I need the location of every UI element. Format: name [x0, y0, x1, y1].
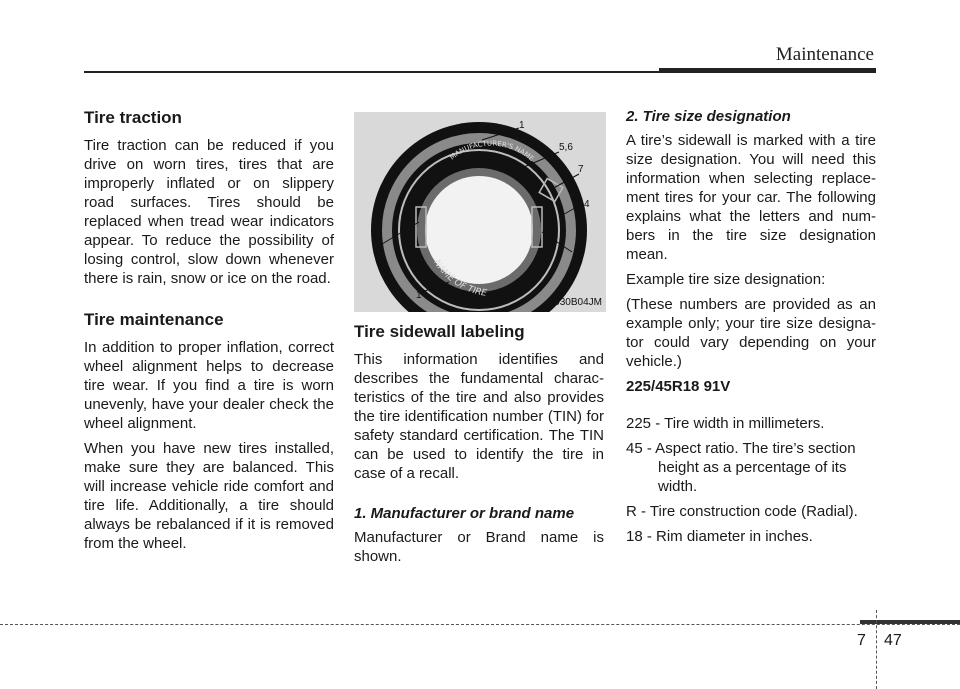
paragraph-manufacturer: Manufacturer or Brand name is shown.	[354, 529, 604, 565]
heading-tire-size: 2. Tire size designation	[626, 108, 791, 125]
definition-width: 225 - Tire width in millimeters.	[626, 415, 825, 432]
definition-rim-diameter: 18 - Rim diameter in inches.	[626, 528, 813, 545]
paragraph-tire-traction: Tire traction can be reduced if you drive on worn tires, tires that are improperly inflated or on slippery road surfaces. Tires should be replaced when tread wear indicators appear. To reduce the possibility of losing control, slow down whenever there is rain, snow or ice on the road.	[84, 137, 334, 287]
footer-divider	[876, 610, 878, 689]
tire-label-bottom: NAME OF TIRE	[431, 258, 488, 299]
heading-sidewall-labeling: Tire sidewall labeling	[354, 322, 525, 341]
heading-manufacturer: 1. Manufacturer or brand name	[354, 505, 575, 522]
chapter-number: 7	[857, 632, 866, 649]
callout-5-6: 5,6	[559, 142, 573, 153]
figure-code: I030B04JM	[551, 297, 602, 308]
callout-1-bottom: 1	[416, 290, 422, 301]
footer-rule-accent	[860, 620, 960, 624]
tire-diagram	[354, 112, 606, 312]
column-right	[626, 108, 876, 552]
column-left	[84, 108, 334, 559]
callout-7: 7	[578, 164, 584, 175]
header-rule-accent	[659, 68, 876, 73]
example-note: (These numbers are provided as an example only; your tire size designa-tor could vary depending on your vehicle.)	[626, 296, 876, 370]
section-title: Maintenance	[775, 44, 874, 65]
header-rule	[84, 71, 659, 73]
callout-3: 3	[576, 252, 582, 263]
definition-construction: R - Tire construction code (Radial).	[626, 503, 858, 520]
paragraph-sidewall-labeling: This information identifies and describes the fundamental charac-teristics of the tire and also provides the tire identification number (TIN) for safety standard certification. The TIN can be used to identify the tire in case of a recall.	[354, 351, 604, 482]
tire-label-top: MANUFACTURER'S NAME	[448, 139, 536, 163]
tire-sidewall-figure	[354, 112, 606, 312]
paragraph-maintenance-2: When you have new tires installed, make sure they are balanced. This will increase vehicle ride comfort and tire life. Additionally, a tire should always be rebalanced if it is removed from the wheel.	[84, 440, 334, 552]
page-number: 47	[884, 632, 902, 649]
callout-1-top: 1	[519, 120, 525, 131]
definition-aspect-ratio: 45 - Aspect ratio. The tire’s section height as a percentage of its width.	[626, 440, 856, 495]
paragraph-maintenance-1: In addition to proper inflation, correct wheel alignment helps to decrease tire wear. If you find a tire is worn unevenly, have your dealer check the wheel alignment.	[84, 339, 334, 432]
callout-4: 4	[584, 199, 590, 210]
example-label: Example tire size designation:	[626, 271, 826, 288]
column-middle	[354, 112, 604, 572]
heading-tire-maintenance: Tire maintenance	[84, 310, 224, 329]
example-spec: 225/45R18 91V	[626, 378, 731, 395]
heading-tire-traction: Tire traction	[84, 108, 182, 127]
footer-rule	[0, 624, 960, 625]
paragraph-tire-size: A tire’s sidewall is marked with a tire size designation. You will need this information when selecting replace-ment tires for your car. The following explains what the letters and num-bers in the tire size designation mean.	[626, 132, 876, 263]
callout-2: 2	[376, 240, 382, 251]
